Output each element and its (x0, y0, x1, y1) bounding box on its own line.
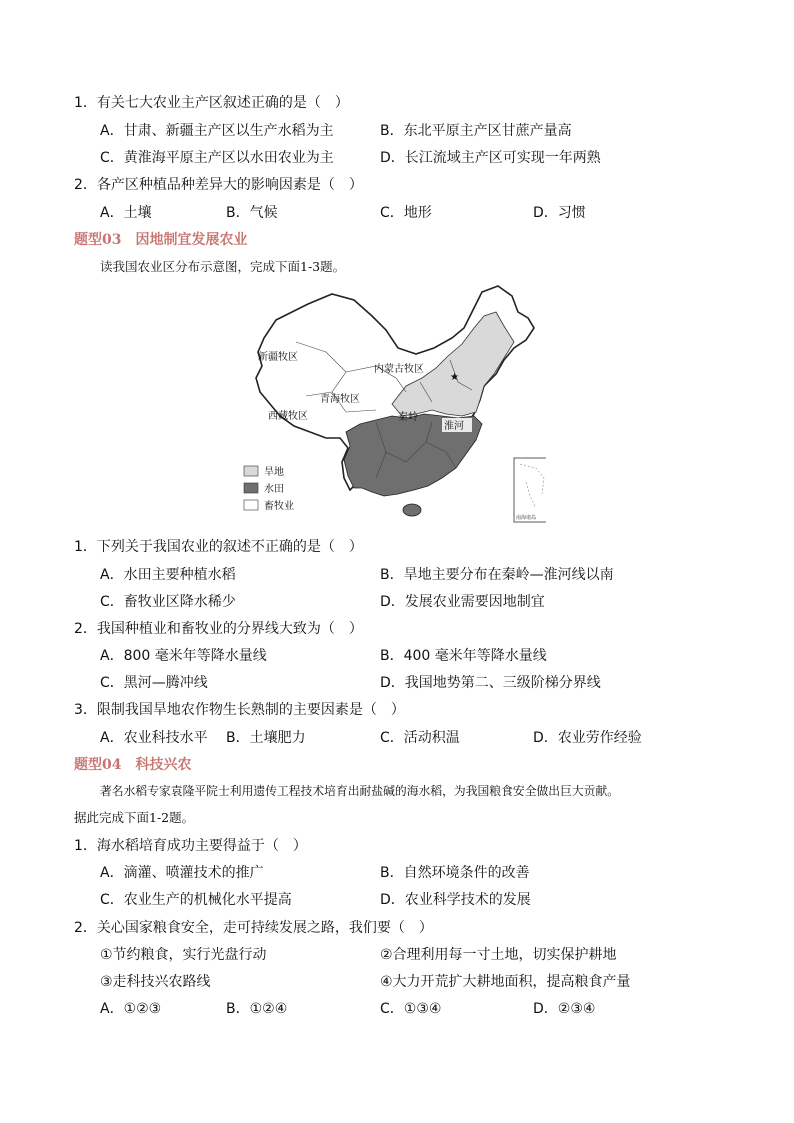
label-xinjiang: 新疆牧区 (258, 352, 298, 363)
option-c: C．地形 (380, 205, 432, 221)
option-d: D．发展农业需要因地制宜 (380, 594, 545, 610)
legend-swatch-paddy (244, 483, 258, 493)
question-2-stem: 2．各产区种植品种差异大的影响因素是（ ） (74, 177, 363, 193)
statement-1: ①节约粮食，实行光盘行动 (100, 947, 267, 963)
hainan-island (403, 504, 421, 516)
option-a: A．①②③ (100, 1001, 162, 1017)
option-c: C．农业生产的机械化水平提高 (100, 892, 292, 908)
option-c: C．黑河—腾冲线 (100, 675, 208, 691)
option-c: C．①③④ (380, 1001, 442, 1017)
option-c: C．活动积温 (380, 730, 460, 746)
intro-text: 读我国农业区分布示意图，完成下面1-3题。 (100, 259, 346, 274)
option-d: D．农业科学技术的发展 (380, 892, 531, 908)
china-agriculture-map (236, 282, 546, 527)
legend-swatch-pasture (244, 500, 258, 510)
south-sea-inset (514, 458, 546, 522)
question-3-stem: 3．限制我国旱地农作物生长熟制的主要因素是（ ） (74, 702, 405, 718)
option-b: B．东北平原主产区甘蔗产量高 (380, 123, 572, 139)
option-b: B．土壤肥力 (226, 730, 306, 746)
statement-3: ③走科技兴农路线 (100, 974, 211, 990)
option-b: B．400 毫米年等降水量线 (380, 648, 547, 664)
intro-text: 著名水稻专家袁隆平院士利用遗传工程技术培育出耐盐碱的海水稻，为我国粮食安全做出巨大贡献。 (100, 784, 620, 798)
option-a: A．水田主要种植水稻 (100, 567, 236, 583)
option-a: A．甘肃、新疆主产区以生产水稻为主 (100, 123, 334, 139)
capital-star-icon: ★ (450, 372, 459, 383)
option-b: B．旱地主要分布在秦岭—淮河线以南 (380, 567, 614, 583)
question-1-stem: 1．有关七大农业主产区叙述正确的是（ ） (74, 95, 349, 111)
option-d: D．农业劳作经验 (533, 730, 642, 746)
option-d: D．②③④ (533, 1001, 596, 1017)
option-d: D．习惯 (533, 205, 586, 221)
question-2-stem: 2．我国种植业和畜牧业的分界线大致为（ ） (74, 621, 363, 637)
question-1-stem: 1．海水稻培育成功主要得益于（ ） (74, 838, 307, 854)
question-2-stem: 2．关心国家粮食安全，走可持续发展之路，我们要（ ） (74, 920, 433, 936)
statement-4: ④大力开荒扩大耕地面积，提高粮食产量 (380, 974, 631, 990)
option-a: A．滴灌、喷灌技术的推广 (100, 865, 264, 881)
option-c: C．畜牧业区降水稀少 (100, 594, 236, 610)
section-heading: 题型04 科技兴农 (74, 757, 192, 773)
option-b: B．自然环境条件的改善 (380, 865, 530, 881)
option-d: D．我国地势第二、三级阶梯分界线 (380, 675, 601, 691)
option-b: B．①②④ (226, 1001, 288, 1017)
legend-swatch-dryland (244, 466, 258, 476)
option-c: C．黄淮海平原主产区以水田农业为主 (100, 150, 334, 166)
question-1-stem: 1．下列关于我国农业的叙述不正确的是（ ） (74, 539, 363, 555)
option-b: B．气候 (226, 205, 278, 221)
label-xizang: 西藏牧区 (268, 411, 308, 422)
label-neimenggu: 内蒙古牧区 (374, 364, 424, 375)
option-a: A．土壤 (100, 205, 152, 221)
option-d: D．长江流域主产区可实现一年两熟 (380, 150, 601, 166)
label-huaihe: 淮河 (444, 421, 464, 432)
legend-label-paddy: 水田 (264, 484, 284, 495)
map-legend (244, 465, 294, 512)
legend-label-dryland: 旱地 (264, 467, 284, 478)
option-a: A．农业科技水平 (100, 730, 208, 746)
section-heading: 题型03 因地制宜发展农业 (74, 232, 248, 248)
label-qinling: 秦岭 (398, 412, 418, 423)
option-a: A．800 毫米年等降水量线 (100, 648, 267, 664)
intro-text: 据此完成下面1-2题。 (74, 810, 195, 825)
statement-2: ②合理利用每一寸土地，切实保护耕地 (380, 947, 617, 963)
legend-label-pasture: 畜牧业 (264, 501, 294, 512)
label-inset: 南海诸岛 (516, 515, 537, 521)
label-qinghai: 青海牧区 (320, 394, 360, 405)
